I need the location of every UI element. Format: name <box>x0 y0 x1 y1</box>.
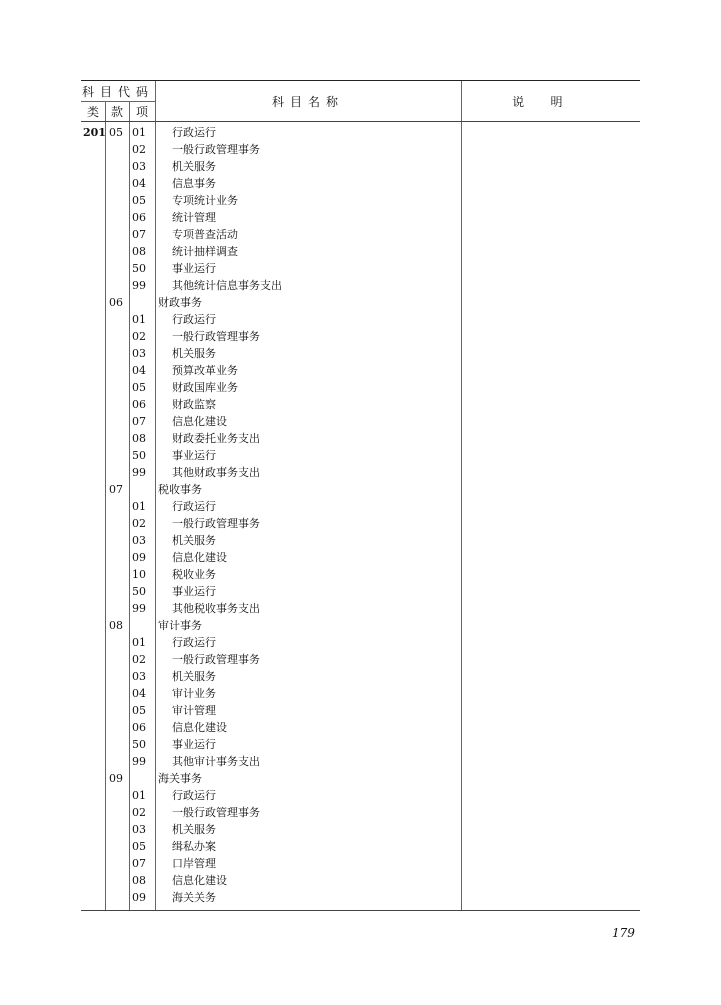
table-row <box>81 243 640 260</box>
cell-xiang: 01 <box>132 500 146 513</box>
table-row <box>81 379 640 396</box>
cell-name: 行政运行 <box>172 789 216 802</box>
cell-kuan: 07 <box>109 483 123 496</box>
cell-xiang: 50 <box>132 449 146 462</box>
table-row <box>81 209 640 226</box>
cell-kuan: 09 <box>109 772 123 785</box>
cell-xiang: 01 <box>132 126 146 139</box>
table-header <box>81 81 640 122</box>
table-row <box>81 311 640 328</box>
table-row <box>81 719 640 736</box>
cell-xiang: 01 <box>132 313 146 326</box>
cell-xiang: 02 <box>132 330 146 343</box>
cell-name: 事业运行 <box>172 449 216 462</box>
table-row <box>81 634 640 651</box>
cell-name: 一般行政管理事务 <box>172 517 260 530</box>
table-row <box>81 838 640 855</box>
cell-xiang: 04 <box>132 177 146 190</box>
cell-name: 机关服务 <box>172 160 216 173</box>
cell-xiang: 09 <box>132 551 146 564</box>
cell-xiang: 03 <box>132 160 146 173</box>
table-row <box>81 617 640 634</box>
cell-xiang: 03 <box>132 534 146 547</box>
cell-name: 一般行政管理事务 <box>172 653 260 666</box>
cell-name: 信息化建设 <box>172 551 227 564</box>
table-row <box>81 294 640 311</box>
cell-name: 事业运行 <box>172 738 216 751</box>
header-name: 科目名称 <box>271 95 344 109</box>
cell-xiang: 07 <box>132 415 146 428</box>
cell-xiang: 05 <box>132 840 146 853</box>
cell-xiang: 06 <box>132 211 146 224</box>
cell-xiang: 08 <box>132 432 146 445</box>
table-row <box>81 872 640 889</box>
table-row <box>81 668 640 685</box>
cell-name: 财政国库业务 <box>172 381 238 394</box>
cell-name: 机关服务 <box>172 670 216 683</box>
cell-name: 行政运行 <box>172 126 216 139</box>
cell-xiang: 05 <box>132 704 146 717</box>
table-row <box>81 600 640 617</box>
table-row <box>81 175 640 192</box>
cell-name: 统计管理 <box>172 211 216 224</box>
cell-xiang: 02 <box>132 653 146 666</box>
cell-name: 机关服务 <box>172 534 216 547</box>
cell-xiang: 01 <box>132 636 146 649</box>
table-row <box>81 685 640 702</box>
table-row <box>81 430 640 447</box>
table-row <box>81 532 640 549</box>
cell-xiang: 03 <box>132 670 146 683</box>
table-row <box>81 447 640 464</box>
table-row <box>81 566 640 583</box>
table-row <box>81 277 640 294</box>
table-row <box>81 362 640 379</box>
cell-name: 信息事务 <box>172 177 216 190</box>
cell-xiang: 07 <box>132 228 146 241</box>
cell-xiang: 99 <box>132 466 146 479</box>
table-row <box>81 889 640 906</box>
table-row <box>81 498 640 515</box>
table-row <box>81 481 640 498</box>
cell-name: 行政运行 <box>172 500 216 513</box>
cell-name: 审计管理 <box>172 704 216 717</box>
cell-xiang: 50 <box>132 262 146 275</box>
cell-name: 统计抽样调查 <box>172 245 238 258</box>
cell-name: 机关服务 <box>172 347 216 360</box>
table-row <box>81 464 640 481</box>
table-row <box>81 260 640 277</box>
table-row <box>81 583 640 600</box>
cell-name: 一般行政管理事务 <box>172 330 260 343</box>
cell-name: 其他税收事务支出 <box>172 602 260 615</box>
cell-xiang: 50 <box>132 585 146 598</box>
table-row <box>81 328 640 345</box>
table-row <box>81 158 640 175</box>
table-row <box>81 804 640 821</box>
cell-xiang: 02 <box>132 806 146 819</box>
cell-xiang: 01 <box>132 789 146 802</box>
cell-name: 缉私办案 <box>172 840 216 853</box>
header-note: 说明 <box>512 95 589 109</box>
cell-name: 财政委托业务支出 <box>172 432 260 445</box>
cell-name: 信息化建设 <box>172 721 227 734</box>
cell-kuan: 05 <box>109 126 123 139</box>
cell-name: 事业运行 <box>172 585 216 598</box>
cell-xiang: 04 <box>132 364 146 377</box>
cell-xiang: 99 <box>132 279 146 292</box>
table-row <box>81 753 640 770</box>
cell-xiang: 04 <box>132 687 146 700</box>
header-code-group: 科目代码 <box>81 85 154 99</box>
cell-name: 税收业务 <box>172 568 216 581</box>
table-row <box>81 787 640 804</box>
cell-xiang: 02 <box>132 143 146 156</box>
cell-name: 其他财政事务支出 <box>172 466 260 479</box>
cell-name: 其他统计信息事务支出 <box>172 279 282 292</box>
table-row <box>81 226 640 243</box>
cell-xiang: 99 <box>132 602 146 615</box>
table-body <box>81 122 640 910</box>
cell-name: 海关关务 <box>172 891 216 904</box>
header-lei: 类 <box>86 105 99 119</box>
cell-name: 一般行政管理事务 <box>172 143 260 156</box>
cell-xiang: 08 <box>132 874 146 887</box>
header-xiang: 项 <box>135 105 148 119</box>
cell-xiang: 99 <box>132 755 146 768</box>
cell-xiang: 03 <box>132 823 146 836</box>
cell-name: 口岸管理 <box>172 857 216 870</box>
cell-name: 行政运行 <box>172 636 216 649</box>
cell-xiang: 02 <box>132 517 146 530</box>
cell-name: 预算改革业务 <box>172 364 238 377</box>
cell-name: 财政监察 <box>172 398 216 411</box>
cell-name: 专项统计业务 <box>172 194 238 207</box>
subject-code-table <box>81 80 640 911</box>
cell-name: 机关服务 <box>172 823 216 836</box>
table-row <box>81 413 640 430</box>
cell-name: 信息化建设 <box>172 874 227 887</box>
cell-name: 审计业务 <box>172 687 216 700</box>
table-row <box>81 396 640 413</box>
table-row <box>81 124 640 141</box>
cell-xiang: 05 <box>132 194 146 207</box>
cell-name: 财政事务 <box>158 296 202 309</box>
cell-lei: 201 <box>83 126 106 139</box>
cell-name: 行政运行 <box>172 313 216 326</box>
cell-xiang: 06 <box>132 721 146 734</box>
cell-xiang: 10 <box>132 568 146 581</box>
cell-name: 专项普查活动 <box>172 228 238 241</box>
cell-xiang: 09 <box>132 891 146 904</box>
cell-name: 海关事务 <box>158 772 202 785</box>
table-row <box>81 736 640 753</box>
table-row <box>81 770 640 787</box>
header-kuan: 款 <box>110 105 123 119</box>
table-row <box>81 702 640 719</box>
cell-xiang: 06 <box>132 398 146 411</box>
cell-name: 其他审计事务支出 <box>172 755 260 768</box>
page-number: 179 <box>612 926 635 940</box>
table-row <box>81 192 640 209</box>
cell-kuan: 06 <box>109 296 123 309</box>
cell-xiang: 07 <box>132 857 146 870</box>
table-row <box>81 855 640 872</box>
table-row <box>81 345 640 362</box>
cell-name: 审计事务 <box>158 619 202 632</box>
cell-name: 信息化建设 <box>172 415 227 428</box>
cell-name: 税收事务 <box>158 483 202 496</box>
cell-kuan: 08 <box>109 619 123 632</box>
cell-xiang: 50 <box>132 738 146 751</box>
cell-xiang: 03 <box>132 347 146 360</box>
cell-name: 事业运行 <box>172 262 216 275</box>
table-row <box>81 651 640 668</box>
table-row <box>81 821 640 838</box>
table-row <box>81 141 640 158</box>
cell-xiang: 05 <box>132 381 146 394</box>
cell-name: 一般行政管理事务 <box>172 806 260 819</box>
table-row <box>81 515 640 532</box>
table-row <box>81 549 640 566</box>
cell-xiang: 08 <box>132 245 146 258</box>
